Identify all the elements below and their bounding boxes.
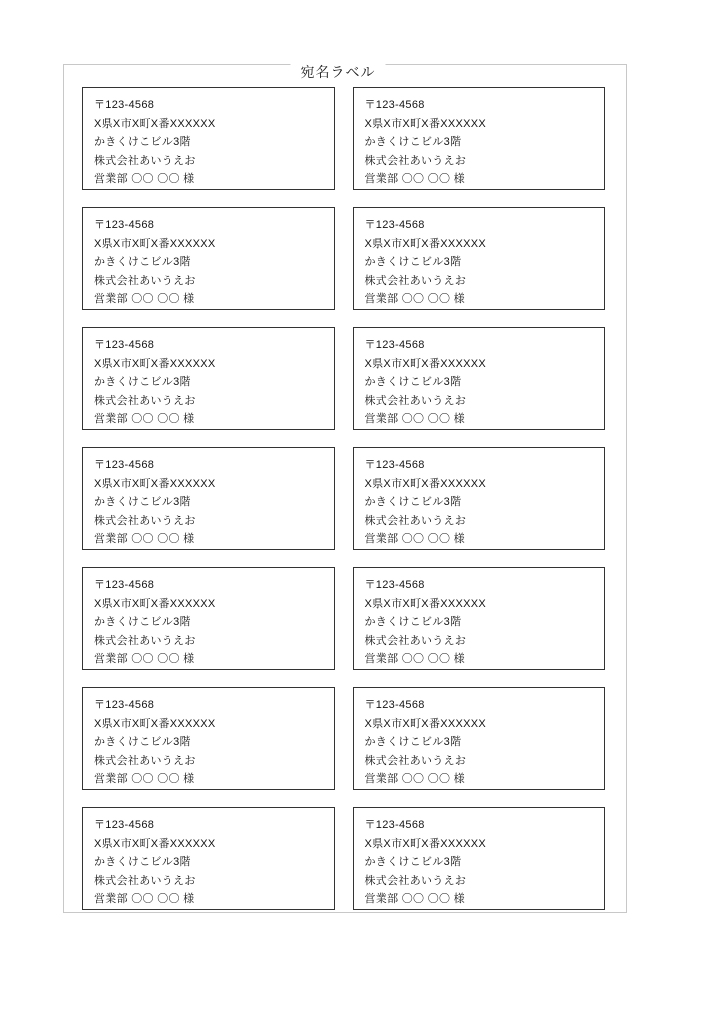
address-label-cell [82,87,335,190]
postal-code-line: 〒123-4568 [94,459,155,471]
building-line: かきくけこビル3階 [364,376,462,388]
building-line: かきくけこビル3階 [94,856,191,868]
building-line: かきくけこビル3階 [364,856,462,868]
recipient-line: 営業部 〇〇 〇〇 様 [94,533,195,545]
building-line: かきくけこビル3階 [94,256,191,268]
address-label-cell [82,207,335,310]
postal-code-line: 〒123-4568 [364,339,425,351]
building-line: かきくけこビル3階 [364,736,462,748]
building-line: かきくけこビル3階 [94,736,191,748]
postal-code-line: 〒123-4568 [364,459,425,471]
address-line: X県X市X町X番XXXXXX [94,237,216,250]
building-line: かきくけこビル3階 [364,616,462,628]
address-label-cell [353,807,606,910]
label-grid [82,87,605,910]
building-line: かきくけこビル3階 [94,496,191,508]
address-label-cell [353,207,606,310]
postal-code-line: 〒123-4568 [94,99,155,111]
address-line: X県X市X町X番XXXXXX [364,237,487,250]
building-line: かきくけこビル3階 [364,256,462,268]
address-label-cell [82,567,335,670]
address-line: X県X市X町X番XXXXXX [364,717,487,730]
company-line: 株式会社あいうえお [94,874,196,887]
building-line: かきくけこビル3階 [364,496,462,508]
company-line: 株式会社あいうえお [94,514,196,527]
postal-code-line: 〒123-4568 [364,699,425,711]
recipient-line: 営業部 〇〇 〇〇 様 [364,893,465,905]
recipient-line: 営業部 〇〇 〇〇 様 [364,173,465,185]
company-line: 株式会社あいうえお [364,634,467,647]
recipient-line: 営業部 〇〇 〇〇 様 [94,173,195,185]
recipient-line: 営業部 〇〇 〇〇 様 [94,773,195,785]
building-line: かきくけこビル3階 [94,136,191,148]
recipient-line: 営業部 〇〇 〇〇 様 [364,533,465,545]
company-line: 株式会社あいうえお [94,154,196,167]
company-line: 株式会社あいうえお [364,514,467,527]
company-line: 株式会社あいうえお [364,274,467,287]
building-line: かきくけこビル3階 [94,376,191,388]
company-line: 株式会社あいうえお [94,394,196,407]
address-line: X県X市X町X番XXXXXX [364,837,487,850]
address-label-cell [353,567,606,670]
company-line: 株式会社あいうえお [364,154,467,167]
address-line: X県X市X町X番XXXXXX [94,357,216,370]
recipient-line: 営業部 〇〇 〇〇 様 [94,893,195,905]
company-line: 株式会社あいうえお [364,874,467,887]
address-line: X県X市X町X番XXXXXX [364,597,487,610]
company-line: 株式会社あいうえお [94,274,196,287]
recipient-line: 営業部 〇〇 〇〇 様 [364,653,465,665]
postal-code-line: 〒123-4568 [364,99,425,111]
page-title: 宛名ラベル [291,62,386,82]
address-label-cell [82,687,335,790]
address-label-cell [353,447,606,550]
address-line: X県X市X町X番XXXXXX [364,117,487,130]
postal-code-line: 〒123-4568 [94,339,155,351]
recipient-line: 営業部 〇〇 〇〇 様 [94,653,195,665]
address-line: X県X市X町X番XXXXXX [94,477,216,490]
address-label-cell [82,327,335,430]
address-line: X県X市X町X番XXXXXX [94,837,216,850]
postal-code-line: 〒123-4568 [94,219,155,231]
recipient-line: 営業部 〇〇 〇〇 様 [364,413,465,425]
postal-code-line: 〒123-4568 [364,819,425,831]
address-label-cell [353,687,606,790]
postal-code-line: 〒123-4568 [94,579,155,591]
address-line: X県X市X町X番XXXXXX [94,117,216,130]
address-line: X県X市X町X番XXXXXX [364,357,487,370]
address-label-cell [353,327,606,430]
postal-code-line: 〒123-4568 [94,699,155,711]
postal-code-line: 〒123-4568 [94,819,155,831]
company-line: 株式会社あいうえお [364,754,467,767]
address-line: X県X市X町X番XXXXXX [94,717,216,730]
address-line: X県X市X町X番XXXXXX [94,597,216,610]
company-line: 株式会社あいうえお [364,394,467,407]
label-sheet [63,64,627,913]
building-line: かきくけこビル3階 [94,616,191,628]
recipient-line: 営業部 〇〇 〇〇 様 [94,413,195,425]
recipient-line: 営業部 〇〇 〇〇 様 [364,773,465,785]
address-label-cell [82,807,335,910]
postal-code-line: 〒123-4568 [364,579,425,591]
recipient-line: 営業部 〇〇 〇〇 様 [364,293,465,305]
company-line: 株式会社あいうえお [94,634,196,647]
building-line: かきくけこビル3階 [364,136,462,148]
postal-code-line: 〒123-4568 [364,219,425,231]
address-line: X県X市X町X番XXXXXX [364,477,487,490]
address-label-cell [353,87,606,190]
address-label-cell [82,447,335,550]
recipient-line: 営業部 〇〇 〇〇 様 [94,293,195,305]
company-line: 株式会社あいうえお [94,754,196,767]
